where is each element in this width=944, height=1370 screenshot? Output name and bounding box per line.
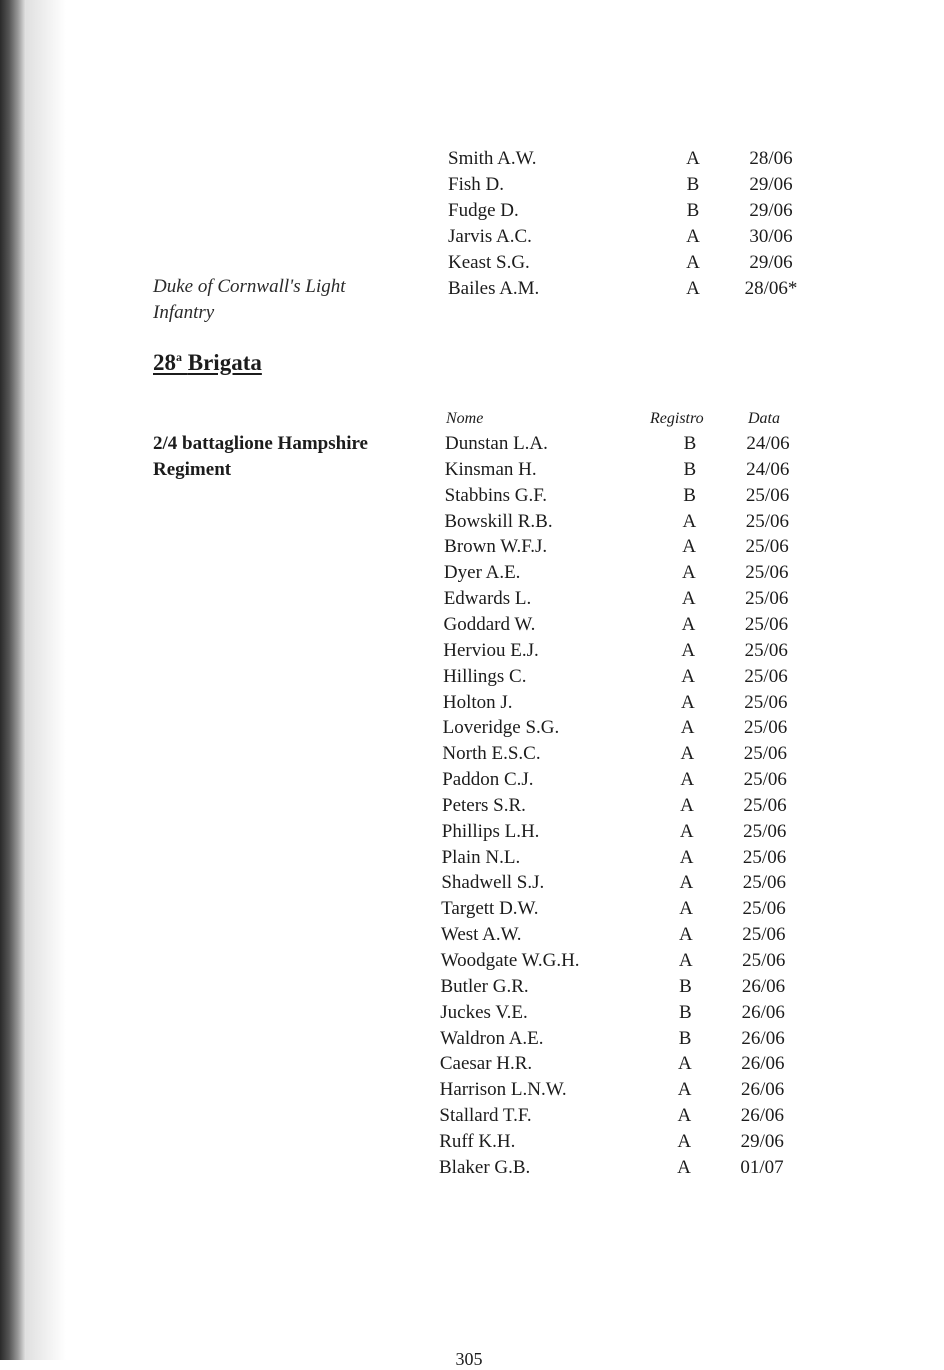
cell-reg: A: [677, 1053, 692, 1075]
cell-name: Ruff K.H.: [439, 1130, 516, 1152]
table-row: [443, 715, 843, 741]
cell-name: Targett D.W.: [441, 898, 539, 920]
cell-date: 26/06: [740, 1105, 785, 1127]
table-row: [442, 793, 842, 819]
cell-date: 29/06: [740, 1130, 784, 1152]
cell-date: 25/06: [742, 846, 787, 868]
cell-date: 26/06: [741, 1001, 785, 1023]
table-row: [448, 172, 848, 198]
column-header-registro: Registro: [650, 410, 704, 427]
cell-date: 25/06: [744, 717, 788, 739]
cell-date: 28/06*: [744, 278, 798, 299]
cell-name: Holton J.: [442, 691, 513, 713]
cell-reg: A: [686, 278, 700, 299]
cell-date: 25/06: [743, 743, 788, 765]
cell-date: 25/06: [744, 639, 788, 661]
cell-date: 24/06: [746, 433, 790, 454]
cell-name: West A.W.: [440, 924, 522, 946]
cell-reg: A: [677, 1130, 692, 1152]
cell-name: Stabbins G.F.: [444, 484, 548, 506]
cell-name: Fudge D.: [448, 200, 519, 221]
table-row: [440, 1026, 840, 1052]
cell-date: 26/06: [741, 975, 786, 997]
table-row: [443, 638, 843, 664]
cell-date: 26/06: [741, 1053, 785, 1075]
page-gutter-shade: [26, 0, 66, 1360]
table-row: [448, 276, 848, 302]
cell-reg: A: [680, 691, 695, 713]
cell-name: Edwards L.: [443, 588, 532, 610]
cell-name: Phillips L.H.: [441, 820, 540, 842]
cell-name: Smith A.W.: [448, 148, 537, 169]
cell-name: Harrison L.N.W.: [439, 1079, 567, 1101]
cell-name: Bowskill R.B.: [444, 510, 553, 532]
cell-name: Woodgate W.G.H.: [440, 950, 580, 971]
table-row: [444, 560, 844, 586]
cell-date: 25/06: [742, 898, 786, 920]
cell-date: 25/06: [743, 769, 787, 791]
cell-name: Juckes V.E.: [440, 1001, 528, 1023]
cell-date: 25/06: [745, 536, 789, 558]
cell-name: Peters S.R.: [442, 794, 526, 816]
unit-name-hampshire: 2/4 battaglione Hampshire Regiment: [153, 433, 368, 480]
cell-name: Loveridge S.G.: [442, 717, 560, 739]
cell-name: Paddon C.J.: [442, 769, 534, 791]
table-row: [442, 819, 842, 845]
cell-reg: A: [680, 769, 695, 791]
cell-name: Hillings C.: [443, 665, 527, 687]
page-number: 305: [455, 1349, 483, 1369]
cell-date: 25/06: [745, 510, 789, 532]
cell-date: 25/06: [744, 613, 789, 635]
unit-name-duke-of-cornwall: Duke of Cornwall's Light Infantry: [153, 276, 346, 323]
column-header-data: Data: [748, 410, 780, 427]
cell-reg: B: [686, 200, 700, 221]
cell-reg: A: [679, 898, 693, 920]
table-row: [442, 741, 842, 767]
table-row: [441, 922, 841, 948]
table-row: [448, 198, 848, 224]
cell-reg: B: [679, 975, 692, 997]
cell-date: 25/06: [742, 950, 786, 971]
cell-name: Plain N.L.: [441, 846, 521, 868]
table-row: [444, 612, 844, 638]
cell-date: 25/06: [742, 872, 786, 894]
cell-date: 25/06: [745, 588, 789, 610]
table-row: [440, 1000, 840, 1026]
cell-reg: A: [682, 510, 697, 532]
table-row: [441, 974, 841, 1000]
column-header-name: Nome: [446, 410, 484, 427]
table-row: [448, 224, 848, 250]
cell-name: Goddard W.: [443, 613, 536, 635]
brigade-ordinal: a: [176, 350, 182, 364]
cell-date: 24/06: [746, 458, 790, 480]
table-row: [439, 1103, 839, 1129]
cell-reg: A: [686, 148, 700, 169]
table-row: [444, 509, 844, 535]
brigade-number: 28: [153, 350, 176, 375]
cell-name: Keast S.G.: [448, 252, 530, 273]
cell-reg: B: [678, 1001, 692, 1023]
table-row: [439, 1129, 839, 1155]
cell-reg: A: [681, 639, 696, 661]
table-row: [442, 767, 842, 793]
cell-reg: A: [686, 252, 700, 273]
table-row: [445, 483, 845, 509]
cell-date: 30/06: [749, 226, 793, 247]
cell-reg: B: [683, 433, 697, 454]
cell-name: Stallard T.F.: [439, 1105, 532, 1127]
cell-name: Shadwell S.J.: [441, 872, 545, 894]
table-row: [440, 1051, 840, 1077]
cell-reg: A: [680, 794, 694, 816]
cell-date: 25/06: [743, 820, 787, 842]
cell-reg: A: [682, 536, 696, 558]
cell-name: Blaker G.B.: [439, 1156, 531, 1178]
cell-name: Dyer A.E.: [443, 562, 521, 584]
cell-reg: A: [680, 717, 695, 739]
cell-date: 25/06: [744, 691, 788, 713]
book-binding-shadow: [0, 0, 26, 1360]
brigade-word: Brigata: [187, 350, 262, 375]
cell-date: 25/06: [745, 484, 790, 506]
cell-reg: B: [686, 174, 700, 195]
cell-reg: A: [682, 562, 696, 584]
cell-date: 01/07: [740, 1156, 784, 1178]
cell-reg: B: [683, 458, 697, 480]
cell-reg: A: [679, 924, 693, 946]
cell-date: 29/06: [749, 174, 793, 195]
cell-date: 29/06: [749, 252, 793, 273]
cell-name: Fish D.: [448, 174, 504, 195]
cell-name: Caesar H.R.: [439, 1053, 533, 1075]
cell-date: 25/06: [743, 794, 787, 816]
cell-reg: A: [679, 846, 694, 868]
cell-date: 25/06: [745, 562, 789, 584]
cell-reg: A: [678, 950, 693, 971]
table-row: [439, 1155, 839, 1181]
cell-name: Herviou E.J.: [443, 639, 539, 661]
table-row: [441, 896, 841, 922]
cell-reg: A: [677, 1105, 692, 1127]
cell-reg: A: [680, 743, 695, 765]
table-row: [442, 845, 842, 871]
cell-reg: A: [679, 820, 694, 842]
table-row: [444, 534, 844, 560]
cell-name: Bailes A.M.: [448, 278, 540, 299]
table-row: [443, 664, 843, 690]
table-row: [441, 870, 841, 896]
table-row: [448, 146, 848, 172]
cell-name: Kinsman H.: [444, 458, 537, 480]
table-row: [448, 250, 848, 276]
cell-date: 26/06: [741, 1079, 785, 1101]
cell-date: 29/06: [749, 200, 793, 221]
table-row: [444, 586, 844, 612]
cell-name: Dunstan L.A.: [445, 433, 548, 454]
cell-date: 28/06: [749, 148, 793, 169]
table-row: [441, 948, 841, 974]
cell-reg: A: [681, 588, 696, 610]
cell-name: Waldron A.E.: [440, 1027, 544, 1049]
cell-reg: A: [677, 1079, 692, 1101]
cell-date: 25/06: [744, 665, 788, 687]
table-row: [443, 690, 843, 716]
cell-name: Butler G.R.: [440, 975, 529, 997]
cell-name: Jarvis A.C.: [448, 226, 532, 247]
cell-reg: A: [681, 665, 695, 687]
cell-reg: A: [677, 1156, 691, 1178]
table-row: [445, 457, 845, 483]
cell-reg: A: [681, 613, 696, 635]
cell-reg: B: [683, 484, 696, 506]
table-row: [445, 431, 845, 457]
cell-reg: B: [678, 1027, 692, 1049]
brigade-heading: [153, 350, 262, 376]
cell-name: Brown W.F.J.: [444, 536, 548, 558]
cell-date: 25/06: [742, 924, 786, 946]
cell-reg: A: [686, 226, 700, 247]
cell-reg: A: [679, 872, 694, 894]
cell-date: 26/06: [741, 1027, 785, 1049]
table-row: [440, 1077, 840, 1103]
cell-name: North E.S.C.: [442, 743, 541, 765]
